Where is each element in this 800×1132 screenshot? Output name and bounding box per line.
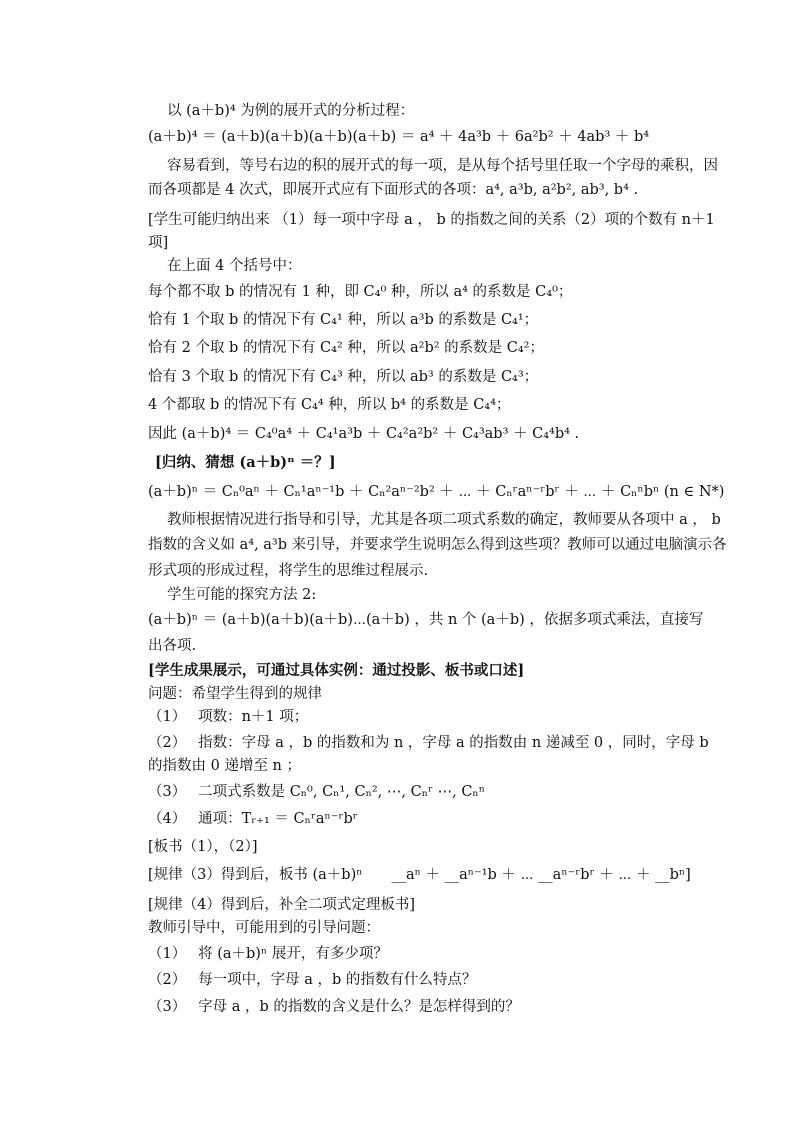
coefficient-line: 每个都不取 b 的情况有 1 种，即 C₄⁰ 种，所以 a⁴ 的系数是 C₄⁰；: [148, 284, 573, 300]
paragraph-line: 指数的含义如 a⁴, a³b 来引导，并要求学生说明怎么得到这些项？教师可以通过电脑演示各: [148, 537, 727, 553]
list-item: （3） 二项式系数是 Cₙ⁰, Cₙ¹, Cₙ², ⋯, Cₙʳ ⋯, Cₙⁿ: [148, 784, 485, 800]
paragraph-line: 出各项.: [148, 638, 197, 654]
section-heading: [归纳、猜想 (a＋b)ⁿ ＝？]: [155, 454, 336, 471]
section-heading: [学生成果展示，可通过具体实例：通过投影、板书或口述]: [148, 662, 525, 679]
coefficient-line: 4 个都取 b 的情况下有 C₄⁴ 种，所以 b⁴ 的系数是 C₄⁴；: [148, 397, 511, 413]
paragraph-line: 教师引导中，可能用到的引导问题：: [148, 920, 380, 936]
paragraph-line: 在上面 4 个括号中：: [167, 258, 302, 274]
note-line: [学生可能归纳出来 （1）每一项中字母 a ， b 的指数之间的关系（2）项的个数有 n＋1: [148, 212, 715, 228]
list-item: 的指数由 0 递增至 n ；: [148, 758, 301, 774]
expansion-formula: (a＋b)⁴ ＝ (a＋b)(a＋b)(a＋b)(a＋b) ＝ a⁴ ＋ 4a³b ＋ 6a²b² ＋ 4ab³ ＋ b⁴: [148, 129, 650, 145]
list-item: （1） 将 (a＋b)ⁿ 展开，有多少项？: [148, 946, 388, 962]
coefficient-line: 恰有 3 个取 b 的情况下有 C₄³ 种，所以 ab³ 的系数是 C₄³；: [148, 369, 539, 385]
coefficient-line: 恰有 1 个取 b 的情况下有 C₄¹ 种，所以 a³b 的系数是 C₄¹；: [148, 312, 539, 328]
list-item: （2） 指数：字母 a ，b 的指数和为 n ，字母 a 的指数由 n 递减至 0 ，同时，字母 b: [148, 735, 709, 751]
list-item: （1） 项数：n＋1 项；: [148, 709, 309, 725]
coefficient-line: 恰有 2 个取 b 的情况下有 C₄² 种，所以 a²b² 的系数是 C₄²；: [148, 340, 544, 356]
list-item: （2） 每一项中，字母 a ，b 的指数有什么特点？: [148, 972, 477, 988]
list-item: （3） 字母 a ，b 的指数的含义是什么？是怎样得到的？: [148, 999, 520, 1015]
paragraph-line: 而各项都是 4 次式，即展开式应有下面形式的各项：a⁴, a³b, a²b², ab³, b⁴ .: [148, 182, 639, 198]
note-line: [板书（1），（2）]: [148, 839, 258, 855]
paragraph-line: 教师根据情况进行指导和引导，尤其是各项二项式系数的确定，教师要从各项中 a ， b: [167, 512, 721, 528]
intro-line: 以 (a＋b)⁴ 为例的展开式的分析过程：: [167, 103, 415, 119]
paragraph-line: 问题：希望学生得到的规律: [148, 686, 322, 702]
binomial-theorem-formula: (a＋b)ⁿ ＝ Cₙ⁰aⁿ ＋ Cₙ¹aⁿ⁻¹b ＋ Cₙ²aⁿ⁻²b² ＋ ⋯ ＋ Cₙʳaⁿ⁻ʳbʳ ＋ ⋯ ＋ Cₙⁿbⁿ (n ∈ N*): [148, 484, 725, 500]
conclusion-formula: 因此 (a＋b)⁴ ＝ C₄⁰a⁴ ＋ C₄¹a³b ＋ C₄²a²b² ＋ C₄³ab³ ＋ C₄⁴b⁴ .: [148, 426, 580, 442]
note-line: [规律（3）得到后，板书 (a＋b)ⁿ __aⁿ ＋ __aⁿ⁻¹b ＋ ⋯ __aⁿ⁻ʳbʳ ＋ ⋯ ＋ __bⁿ]: [148, 867, 691, 883]
method-formula: (a＋b)ⁿ ＝ (a＋b)(a＋b)(a＋b)⋯(a＋b) ，共 n 个 (a＋b) ，依据多项式乘法，直接写: [148, 612, 704, 628]
note-line: 项]: [148, 235, 169, 251]
list-item: （4） 通项：Tᵣ₊₁ ＝ Cₙʳaⁿ⁻ʳbʳ: [148, 811, 358, 827]
paragraph-line: 学生可能的探究方法 2:: [167, 587, 317, 603]
note-line: [规律（4）得到后，补全二项式定理板书]: [148, 897, 416, 913]
paragraph-line: 形式项的形成过程，将学生的思维过程展示.: [148, 563, 429, 579]
paragraph-line: 容易看到，等号右边的积的展开式的每一项，是从每个括号里任取一个字母的乘积，因: [167, 158, 718, 174]
